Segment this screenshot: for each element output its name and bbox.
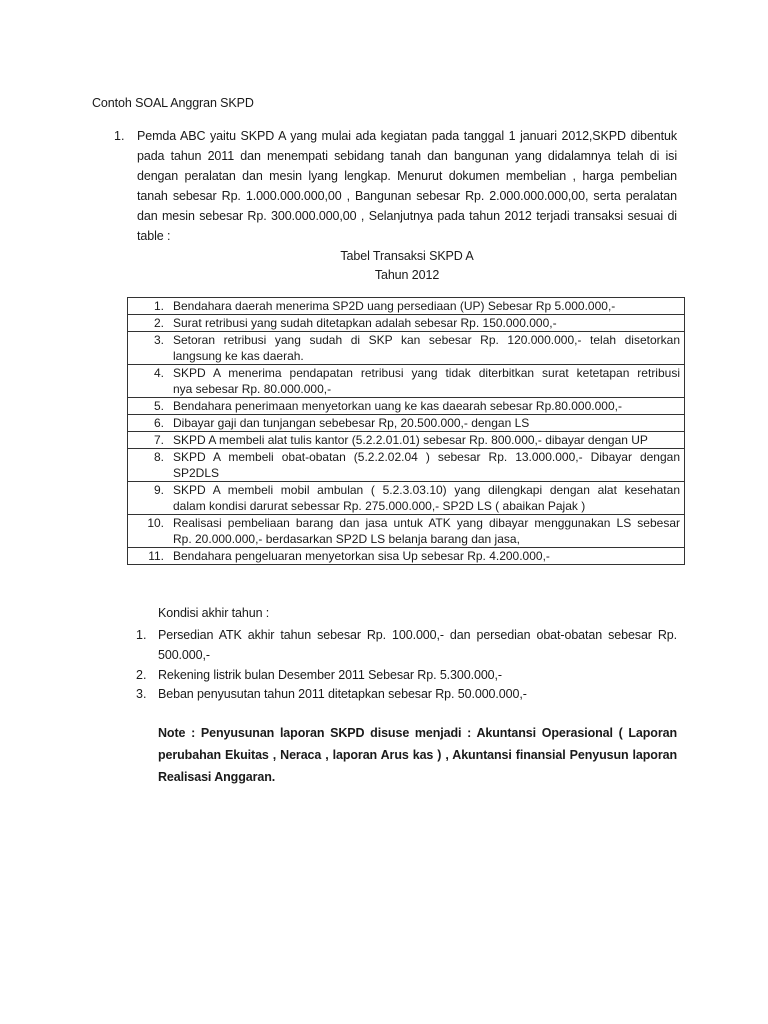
table-cell	[128, 515, 685, 548]
row-text: Bendahara penerimaan menyetorkan uang ke kas daearah sebesar Rp.80.000.000,-	[173, 399, 622, 413]
row-number: 3.	[153, 333, 164, 347]
row-text: SKPD A membeli obat-obatan (5.2.2.02.04 ) sebesar Rp. 13.000.000,- Dibayar dengan	[173, 450, 680, 464]
page-heading: Contoh SOAL Anggran SKPD	[92, 96, 254, 110]
table-row	[128, 449, 685, 482]
condition-2-line-1: Rekening listrik bulan Desember 2011 Sebesar Rp. 5.300.000,-	[158, 668, 502, 682]
table-cell	[128, 298, 685, 315]
question-line-5: dan mesin sebesar Rp. 300.000.000,00 , Selanjutnya pada tahun 2012 terjadi transaksi sesuai di	[137, 209, 677, 223]
table-row	[128, 298, 685, 315]
condition-number: 2.	[136, 668, 147, 682]
row-text: Surat retribusi yang sudah ditetapkan adalah sebesar Rp. 150.000.000,-	[173, 316, 557, 330]
question-line-1: Pemda ABC yaitu SKPD A yang mulai ada kegiatan pada tanggal 1 januari 2012,SKPD dibentuk	[137, 129, 677, 143]
condition-number: 1.	[136, 628, 147, 642]
row-number: 9.	[153, 483, 164, 497]
note-line-2: perubahan Ekuitas , Neraca , laporan Arus kas ) , Akuntansi finansial Penyusun laporan	[158, 748, 677, 762]
table-cell	[128, 365, 685, 398]
row-number: 2.	[153, 316, 164, 330]
row-text-continued: nya sebesar Rp. 80.000.000,-	[173, 382, 332, 396]
row-number: 10.	[147, 516, 164, 530]
question-line-3: dengan peralatan dan mesin lyang lengkap. Menurut dokumen membelian , harga pembelian	[137, 169, 677, 183]
row-text: Dibayar gaji dan tunjangan sebebesar Rp, 20.500.000,- dengan LS	[173, 416, 530, 430]
row-number: 4.	[153, 366, 164, 380]
table-cell	[128, 482, 685, 515]
question-line-6: table :	[137, 229, 171, 243]
condition-number: 3.	[136, 687, 147, 701]
condition-1-line-2: 500.000,-	[158, 648, 210, 662]
table-row	[128, 432, 685, 449]
row-text-continued: langsung ke kas daerah.	[173, 349, 304, 363]
table-cell	[128, 432, 685, 449]
row-text-continued: SP2DLS	[173, 466, 220, 480]
question-number: 1.	[114, 129, 125, 143]
conditions-heading: Kondisi akhir tahun :	[158, 606, 270, 620]
condition-1-line-1: Persedian ATK akhir tahun sebesar Rp. 100.000,- dan persedian obat-obatan sebesar Rp.	[158, 628, 677, 642]
table-cell	[128, 415, 685, 432]
question-line-4: tanah sebesar Rp. 1.000.000.000,00 , Bangunan sebesar Rp. 2.000.000.000,00, serta peralatan	[137, 189, 677, 203]
transactions-table	[127, 297, 685, 565]
table-cell	[128, 548, 685, 565]
table-row	[128, 315, 685, 332]
row-text: Realisasi pembeliaan barang dan jasa untuk ATK yang dibayar menggunakan LS sebesar	[173, 516, 680, 530]
row-number: 8.	[153, 450, 164, 464]
row-text-continued: Rp. 20.000.000,- berdasarkan SP2D LS belanja barang dan jasa,	[173, 532, 520, 546]
row-number: 5.	[153, 399, 164, 413]
row-text: SKPD A membeli mobil ambulan ( 5.2.3.03.10) yang dilengkapi dengan alat kesehatan	[173, 483, 680, 497]
table-year: Tahun 2012	[374, 268, 440, 282]
table-title: Tabel Transaksi SKPD A	[340, 249, 474, 263]
row-number: 7.	[153, 433, 164, 447]
row-text: SKPD A menerima pendapatan retribusi yang tidak diterbitkan surat ketetapan retribusi	[173, 366, 680, 380]
row-number: 11.	[148, 549, 164, 563]
note-line-3: Realisasi Anggaran.	[158, 770, 276, 784]
condition-3-line-1: Beban penyusutan tahun 2011 ditetapkan sebesar Rp. 50.000.000,-	[158, 687, 527, 701]
row-text-continued: dalam kondisi darurat sebessar Rp. 275.000.000,- SP2D LS ( abaikan Pajak )	[173, 499, 586, 513]
table-cell	[128, 449, 685, 482]
table-row	[128, 548, 685, 565]
table-row	[128, 482, 685, 515]
row-number: 1.	[153, 299, 164, 313]
row-text: SKPD A membeli alat tulis kantor (5.2.2.01.01) sebesar Rp. 800.000,- dibayar dengan UP	[173, 433, 648, 447]
question-line-2: pada tahun 2011 dan menempati sebidang tanah dan bangunan yang didalamnya telah di isi	[137, 149, 677, 163]
table-row	[128, 332, 685, 365]
note-line-1: Note : Penyusunan laporan SKPD disuse menjadi : Akuntansi Operasional ( Laporan	[158, 726, 677, 740]
table-row	[128, 415, 685, 432]
row-text: Bendahara pengeluaran menyetorkan sisa Up sebesar Rp. 4.200.000,-	[173, 549, 550, 563]
table-row	[128, 365, 685, 398]
table-row	[128, 515, 685, 548]
table-cell	[128, 398, 685, 415]
row-text: Bendahara daerah menerima SP2D uang persediaan (UP) Sebesar Rp 5.000.000,-	[173, 299, 616, 313]
table-row	[128, 398, 685, 415]
row-number: 6.	[153, 416, 164, 430]
row-text: Setoran retribusi yang sudah di SKP kan sebesar Rp. 120.000.000,- telah disetorkan	[173, 333, 680, 347]
table-cell	[128, 332, 685, 365]
table-cell	[128, 315, 685, 332]
